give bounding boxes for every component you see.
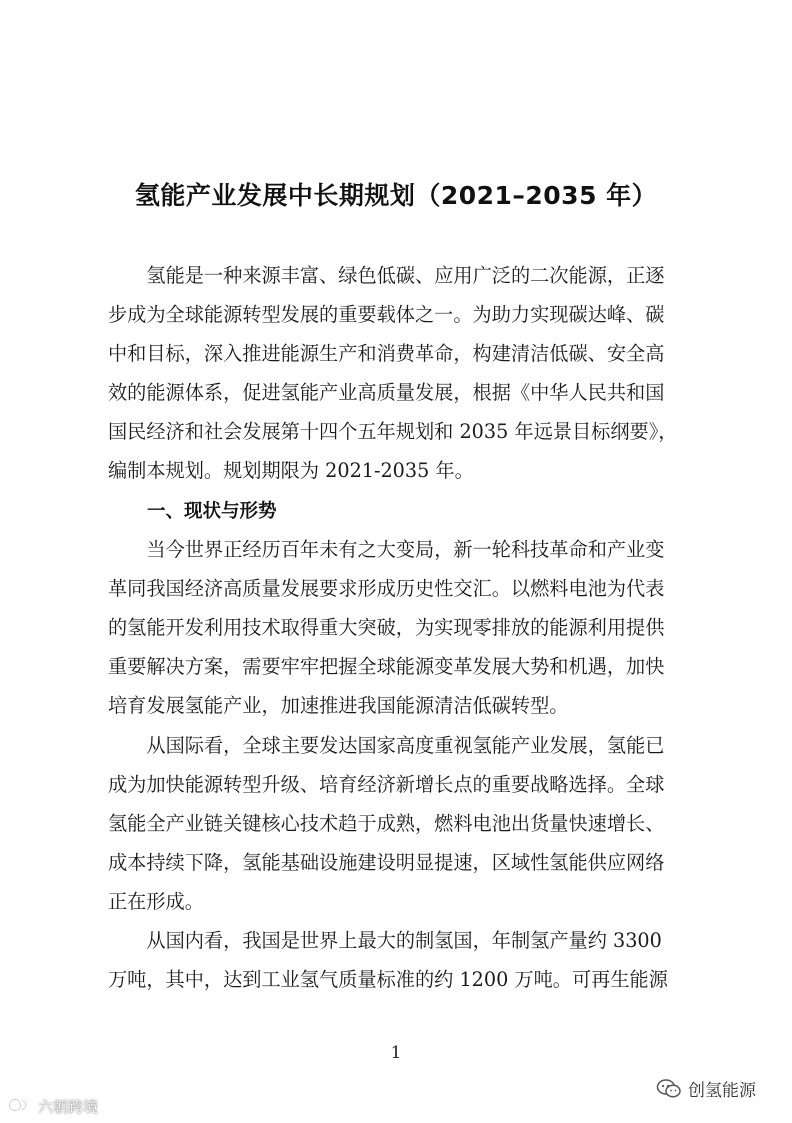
paragraph (108, 530, 686, 725)
paragraph-3 (108, 726, 686, 921)
paragraph (108, 921, 686, 999)
document-title: 氢能产业发展中长期规划（2021–2035 年） (134, 181, 658, 210)
paragraph-2 (108, 530, 686, 725)
text-line: 氢能全产业链关键核心技术趋于成熟，燃料电池出货量快速增长、 (108, 812, 665, 835)
text-line: 中和目标，深入推进能源生产和消费革命，构建清洁低碳、安全高 (108, 342, 665, 365)
text-line: 效的能源体系，促进氢能产业高质量发展，根据《中华人民共和国 (108, 381, 665, 404)
text-line: 编制本规划。规划期限为 2021-2035 年。 (108, 459, 474, 482)
paragraph (108, 256, 686, 490)
text-line: 氢能是一种来源丰富、绿色低碳、应用广泛的二次能源，正逐 (146, 264, 665, 287)
watermark-left-text: 六朝跨境 (38, 1098, 99, 1116)
wechat-icon (656, 1078, 682, 1100)
text-line: 重要解决方案，需要牢牢把握全球能源变革发展大势和机遇，加快 (108, 655, 665, 678)
text-line: 从国际看，全球主要发达国家高度重视氢能产业发展，氢能已 (146, 734, 665, 757)
watermark-left (8, 1096, 98, 1117)
text-line: 的氢能开发利用技术取得重大突破，为实现零排放的能源利用提供 (108, 616, 665, 639)
text-line: 革同我国经济高质量发展要求形成历史性交汇。以燃料电池为代表 (108, 577, 665, 600)
watermark-right-text: 创氢能源 (688, 1081, 756, 1101)
text-line: 从国内看，我国是世界上最大的制氢国，年制氢产量约 3300 (146, 929, 662, 952)
intro-paragraph (108, 256, 686, 490)
section-heading: 一、现状与形势 (147, 501, 277, 522)
paragraph-4 (108, 921, 686, 999)
watermark-right (656, 1076, 756, 1101)
text-line: 成本持续下降，氢能基础设施建设明显提速，区域性氢能供应网络 (108, 851, 665, 874)
text-line: 成为加快能源转型升级、培育经济新增长点的重要战略选择。全球 (108, 773, 665, 796)
text-line: 培育发展氢能产业，加速推进我国能源清洁低碳转型。 (108, 694, 569, 717)
text-line: 万吨，其中，达到工业氢气质量标准的约 1200 万吨。可再生能源 (108, 968, 668, 991)
text-line: 正在形成。 (108, 890, 204, 913)
paragraph (108, 726, 686, 921)
watermark-logo-icon (8, 1097, 34, 1117)
text-line: 步成为全球能源转型发展的重要载体之一。为助力实现碳达峰、碳 (108, 303, 665, 326)
page-number: 1 (390, 1043, 402, 1063)
text-line: 国民经济和社会发展第十四个五年规划和 2035 年远景目标纲要》， (108, 420, 678, 443)
text-line: 当今世界正经历百年未有之大变局，新一轮科技革命和产业变 (146, 538, 665, 561)
